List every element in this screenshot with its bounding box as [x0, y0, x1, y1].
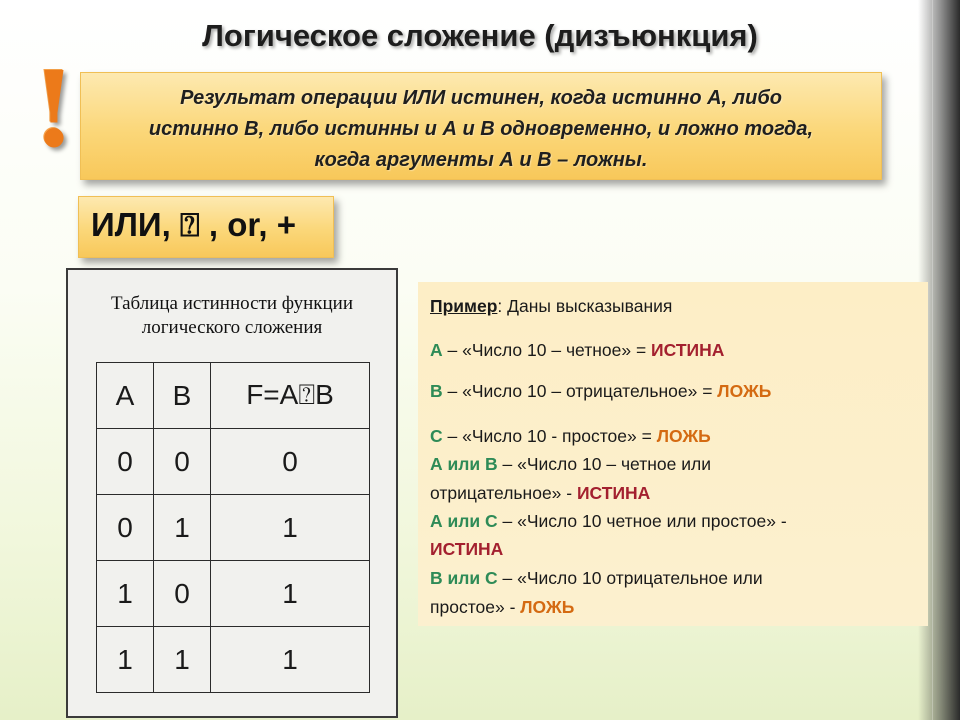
caption-line: Таблица истинности функции	[110, 293, 354, 314]
example-heading-line	[430, 296, 672, 317]
table-cell: 1	[211, 627, 370, 693]
statement-label: С	[430, 426, 443, 446]
exclamation-icon: !	[31, 48, 77, 171]
statement-value: ЛОЖЬ	[717, 381, 772, 401]
statement-value: ИСТИНА	[576, 483, 651, 503]
table-cell: 0	[211, 429, 370, 495]
table-row	[97, 495, 370, 561]
example-heading: Пример	[430, 296, 498, 316]
truth-table	[96, 362, 370, 693]
statement-label: А или С	[430, 511, 498, 531]
statement-text: – «Число 10 четное или простое» -	[497, 511, 787, 531]
statement-b-or-c-cont	[430, 597, 574, 618]
definition-line: Результат операции ИЛИ истинен, когда истинно А, либо	[180, 87, 782, 109]
statement-b-or-c	[430, 568, 763, 589]
table-cell: 1	[211, 495, 370, 561]
statement-text: – «Число 10 – четное или	[497, 454, 711, 474]
table-row	[97, 561, 370, 627]
table-cell: 1	[97, 627, 154, 693]
statement-a-or-b	[430, 454, 711, 475]
header-cell-a: A	[97, 363, 154, 429]
header-cell-f: F=A⍰B	[211, 363, 370, 429]
table-row	[97, 627, 370, 693]
statement-a-or-b-cont	[430, 483, 650, 504]
table-cell: 1	[97, 561, 154, 627]
statement-b	[430, 381, 771, 402]
statement-text: – «Число 10 – четное» =	[442, 340, 652, 360]
statement-text: простое» -	[430, 597, 521, 617]
truth-table-caption	[68, 292, 396, 340]
table-cell: 1	[211, 561, 370, 627]
table-cell: 0	[154, 561, 211, 627]
statement-label: В или С	[430, 568, 498, 588]
operator-notation: ИЛИ, ⍰ , or, +	[91, 206, 297, 243]
table-cell: 1	[154, 627, 211, 693]
statement-value: ИСТИНА	[430, 539, 504, 559]
definition-text	[81, 83, 881, 176]
statement-c	[430, 426, 711, 447]
definition-line: когда аргументы А и В – ложны.	[314, 149, 648, 171]
statement-a-or-c	[430, 511, 787, 532]
statement-value: ЛОЖЬ	[656, 426, 711, 446]
caption-line: логического сложения	[141, 317, 323, 338]
header-cell-b: B	[154, 363, 211, 429]
table-header-row	[97, 363, 370, 429]
example-heading-tail: : Даны высказывания	[497, 296, 673, 316]
table-cell: 0	[154, 429, 211, 495]
table-cell: 1	[154, 495, 211, 561]
statement-a-or-c-cont	[430, 539, 503, 560]
statement-label: В	[430, 381, 443, 401]
table-cell: 0	[97, 429, 154, 495]
statement-text: – «Число 10 - простое» =	[442, 426, 657, 446]
statement-a	[430, 340, 724, 361]
statement-value: ЛОЖЬ	[520, 597, 575, 617]
truth-table-panel	[66, 268, 398, 718]
definition-line: истинно В, либо истинны и А и В одновременно, и ложно тогда,	[148, 118, 814, 140]
operator-notation-box	[78, 196, 334, 258]
table-row	[97, 429, 370, 495]
definition-box	[80, 72, 882, 180]
statement-label: А	[430, 340, 443, 360]
example-panel	[418, 282, 928, 626]
statement-label: А или В	[430, 454, 498, 474]
statement-text: отрицательное» -	[430, 483, 577, 503]
statement-value: ИСТИНА	[651, 340, 725, 360]
page-title: Логическое сложение (дизъюнкция)	[202, 18, 758, 53]
statement-text: – «Число 10 – отрицательное» =	[442, 381, 718, 401]
statement-text: – «Число 10 отрицательное или	[497, 568, 763, 588]
table-cell: 0	[97, 495, 154, 561]
